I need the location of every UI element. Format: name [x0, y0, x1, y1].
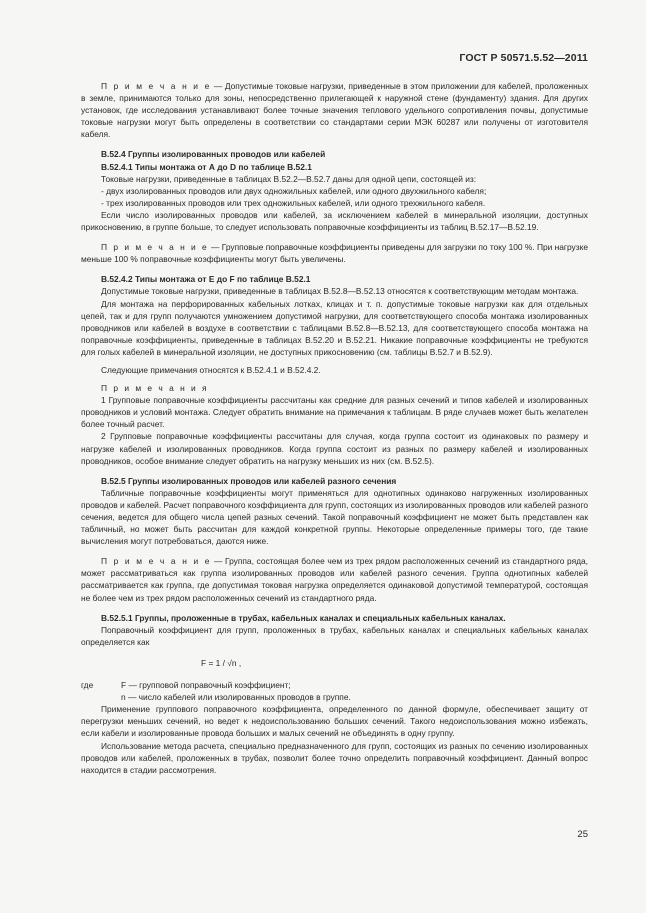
- page-content: [81, 80, 588, 776]
- note-text: — Допустимые токовые нагрузки, приведенные в этом приложении для кабелей, проложенных в земле, принимаются только для зоны, непосредственно прилегающей к наружной стене (фундаменту) здания. Для других установок, где исследования устанавливают более точные значения теплового удельного сопротивления почвы, допустимые токовые нагрузки могут быть определены в соответствии со стандартами серии МЭК 60287 или получены от изготовителя кабеля.: [81, 81, 588, 140]
- note-label: П р и м е ч а н и е: [101, 81, 212, 91]
- paragraph: Следующие примечания относятся к В.52.4.1 и В.52.4.2.: [101, 364, 321, 375]
- note-text: — Групповые поправочные коэффициенты приведены для загрузки по току 100 %. При нагрузке меньше 100 % поправочные коэффициенты могут быть увеличены.: [81, 242, 588, 265]
- note-label: П р и м е ч а н и е: [101, 556, 212, 567]
- formula: F = 1 / √n ,: [201, 657, 242, 668]
- notes-label: П р и м е ч а н и я: [101, 383, 209, 394]
- where-definition: n — число кабелей или изолированных проводов в группе.: [121, 692, 351, 703]
- paragraph: Для монтажа на перфорированных кабельных лотках, клицах и т. п. допустимые токовые нагрузки как для отдельных цепей, так и для групп получаются умножением допустимой нагрузки, для соответствующего способа монтажа изолированных проводников или кабелей в воздухе в соответствии с таблицами В.52.8—В.52.13, для соответствующего способа монтажа на поправочные коэффициенты, приведенные в таблицах В.52.20 и В.52.21. Никакие поправочные коэффициенты не требуются для голых кабелей в минеральной изоляции, не доступных прикосновению (см. таблицы В.52.7 и В.52.9).: [81, 298, 588, 357]
- paragraph: Допустимые токовые нагрузки, приведенные в таблицах В.52.8—В.52.13 относятся к соответствующим методам монтажа.: [101, 286, 579, 297]
- note-paragraph: [81, 80, 588, 140]
- page-number: 25: [577, 829, 588, 840]
- list-item: - трех изолированных проводов или трех одножильных кабелей, или одного трехжильного кабеля.: [101, 197, 486, 208]
- list: [81, 185, 588, 209]
- where-line: [81, 691, 588, 703]
- paragraph: Применение группового поправочного коэффициента, определенного по данной формуле, обеспечивает защиту от перегрузки меньших сечений, но ведет к недоиспользованию больших сечений. Такого недоиспользования можно избежать, если кабели и изолированные провода больших и малых сечений не объединять в одну группу.: [81, 704, 588, 739]
- note-text: — Группа, состоящая более чем из трех рядом расположенных сечений из стандартного ряда, может рассматриваться как группа изолированных проводов или кабелей разного сечения. Группа однотипных кабелей рассматривается как группа, где допустимая токовая нагрузка определяется одинаковой допустимой температурой, состоящая не более чем из трех рядом расположенных сечений из стандартного ряда.: [81, 556, 588, 603]
- note-item: 1 Групповые поправочные коэффициенты рассчитаны как средние для разных сечений и типов кабелей и изолированных проводников и условий монтажа. Следует обратить внимание на примечания к таблицам. В ряде случаев может быть желателен более точный расчет.: [81, 395, 588, 430]
- subsection-title: B.52.4.1 Типы монтажа от А до D по таблице В.52.1: [101, 161, 312, 172]
- note-item: 2 Групповые поправочные коэффициенты рассчитаны для случая, когда группа состоит из одинаковых по размеру и нагрузке кабелей и изолированных проводников. Когда группа состоит из разных по размеру кабелей и изолированных проводников, особое внимание следует обратить на нагрузку меньших из них (см. В.52.5).: [81, 431, 588, 466]
- where-line: [81, 679, 588, 691]
- paragraph: Использование метода расчета, специально предназначенного для групп, состоящих из разных по сечению изолированных проводов или кабелей, проложенных в трубах, позволит более точно определить поправочный коэффициент. Данный вопрос находится в стадии рассмотрения.: [81, 740, 588, 775]
- document-header: ГОСТ Р 50571.5.52—2011: [459, 52, 588, 64]
- note-label: П р и м е ч а н и е: [101, 242, 209, 253]
- section-title: B.52.5 Группы изолированных проводов или кабелей разного сечения: [101, 475, 397, 486]
- subsection-title: B.52.5.1 Группы, проложенные в трубах, кабельных каналах и специальных кабельных каналах.: [101, 612, 506, 623]
- paragraph: Поправочный коэффициент для групп, проложенных в трубах, кабельных каналах и специальных кабельных каналах определяется как: [81, 624, 588, 647]
- note-paragraph: [81, 241, 588, 265]
- note-paragraph: [81, 555, 588, 603]
- section-title: B.52.4 Группы изолированных проводов или кабелей: [101, 149, 326, 160]
- where-definition: F — групповой поправочный коэффициент;: [121, 680, 291, 691]
- paragraph: Если число изолированных проводов или кабелей, за исключением кабелей в минеральной изоляции, доступных прикосновению, в группе больше, то следует использовать поправочные коэффициенты из таблиц В.52.17—В.52.19.: [81, 209, 588, 233]
- subsection-title: B.52.4.2 Типы монтажа от Е до F по таблице В.52.1: [101, 274, 311, 285]
- list-item: - двух изолированных проводов или двух одножильных кабелей, или одного двухжильного кабеля;: [101, 185, 487, 196]
- paragraph: Табличные поправочные коэффициенты могут применяться для однотипных одинаково нагруженных изолированных проводов и кабелей. Расчет поправочного коэффициента для групп, состоящих из изолированных проводов или кабелей разного сечения, ведется для общего числа цепей разных сечений. Такой поправочный коэффициент не может быть представлен как табличный, но может быть рассчитан для каждой конкретной группы. Некоторые определенные примеры того, где такие вычисления могут потребоваться, даются ниже.: [81, 487, 588, 547]
- where-word: где: [81, 680, 94, 691]
- paragraph: Токовые нагрузки, приведенные в таблицах В.52.2—В.52.7 даны для одной цепи, состоящей из:: [101, 173, 477, 184]
